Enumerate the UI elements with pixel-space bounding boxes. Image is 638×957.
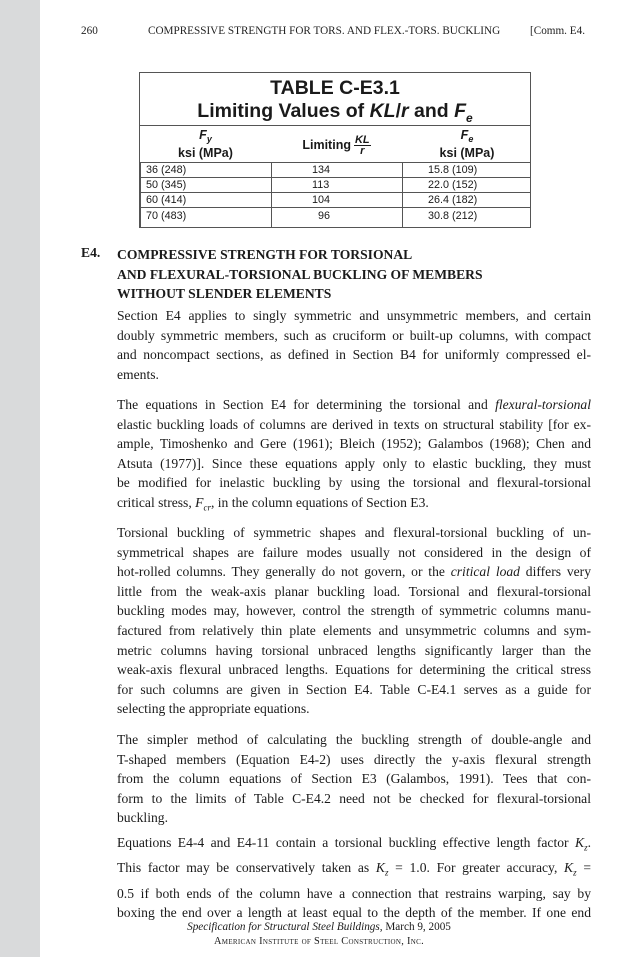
table-cell: 96 (318, 210, 331, 222)
section-reference: [Comm. E4. (530, 25, 586, 37)
table-cell: 15.8 (109) (428, 164, 478, 176)
section-number: E4. (81, 245, 101, 260)
table-cell: 36 (248) (146, 164, 187, 176)
column-header-fe: $F_e$ ksi (MPa) (439, 128, 495, 160)
paragraph-5: Equations E4-4 and E4-11 contain a torsional buckling effective length factor $K_z$. This factor may be conservatively taken as $K_z = 1.0$. For greater accuracy, $K_z$ = 0.5 if both ends of the column have a connection that restrains warping, say by boxing the end over a length at least equal to the depth of the member. If one end (117, 835, 591, 921)
running-title: COMPRESSIVE STRENGTH FOR TORS. AND FLEX.-TORS. BUCKLING (148, 25, 501, 37)
page-number: 260 (81, 25, 98, 37)
table-rule (271, 162, 272, 228)
table-rule (140, 192, 530, 193)
table-cell: 60 (414) (146, 194, 187, 206)
table-rule (140, 207, 530, 208)
limiting-values-table (139, 72, 531, 228)
paragraph-2: The equations in Section E4 for determining the torsional and flexural-torsional elastic buckling loads of columns are derived in texts on structural stability [for ex- ample, Timoshenko and Gere (1961); Bleich (1952); Galambos (1968); Chen and Atsuta (1977)]. Since these equations apply only to elastic buckling, they must be modified for inelastic buckling by using the torsional and flexural-torsional critical stress, $F_{cr}$, in the column equations of Section E3. (117, 397, 591, 513)
table-cell: 30.8 (212) (428, 210, 478, 222)
column-header-limiting: Limiting $\frac{KL}{r}$ (302, 134, 370, 157)
table-cell: 70 (483) (146, 210, 187, 222)
table-rule (140, 177, 530, 178)
table-rule (140, 162, 141, 228)
table-cell: 50 (345) (146, 179, 187, 191)
section-title: COMPRESSIVE STRENGTH FOR TORSIONAL AND FLEXURAL-TORSIONAL BUCKLING OF MEMBERS WITHOUT SLENDER ELEMENTS (117, 247, 483, 301)
table-title: TABLE C-E3.1 (270, 77, 400, 99)
paragraph-3: Torsional buckling of symmetric shapes and flexural-torsional buckling of un- symmetrical shapes are failure modes usually not considered in the design of hot-rolled columns. They generally do not govern, or the critical load differs very little from the weak-axis planar buckling load. Torsional and flexural-torsional buckling modes may, however, control the strength of symmetric columns manu- factured from relatively thin plate elements and unsymmetric columns and sym- metric columns having torsional unbraced lengths significantly larger than the weak-axis flexural unbraced lengths. Equations for determining the critical stress for such columns are given in Section E4. Table C-E4.1 serves as a guide for selecting the appropriate equations. (117, 525, 592, 717)
page-margin-band (0, 0, 40, 957)
table-cell: 26.4 (182) (428, 194, 478, 206)
table-cell: 104 (312, 194, 331, 206)
footer-publisher: American Institute of Steel Construction, Inc. (214, 936, 424, 947)
table-rule (140, 162, 530, 163)
table-cell: 22.0 (152) (428, 179, 478, 191)
paragraph-4: The simpler method of calculating the buckling strength of double-angle and T-shaped members (Equation E4-2) uses directly the y-axis flexural strength from the column equations of Section E3 (Galambos, 1991). Tees that con- form to the limits of Table C-E4.2 need not be checked for flexural-torsional buckling. (117, 732, 591, 826)
column-header-fy: $F_y$ ksi (MPa) (178, 128, 233, 160)
table-subtitle: Limiting Values of KL/r and $F_e$ (197, 100, 473, 125)
table-cell: 113 (312, 179, 330, 191)
table-rule (140, 125, 530, 126)
table-cell: 134 (312, 164, 331, 176)
paragraph-1: Section E4 applies to singly symmetric and unsymmetric members, and certain doubly symmetric members, such as cruciform or built-up columns, with compact and noncompact sections, as defined in Section B4 for uniformly compressed el- ements. (117, 308, 591, 382)
footer-spec: Specification for Structural Steel Buildings, March 9, 2005 (187, 921, 451, 933)
table-rule (402, 162, 403, 228)
